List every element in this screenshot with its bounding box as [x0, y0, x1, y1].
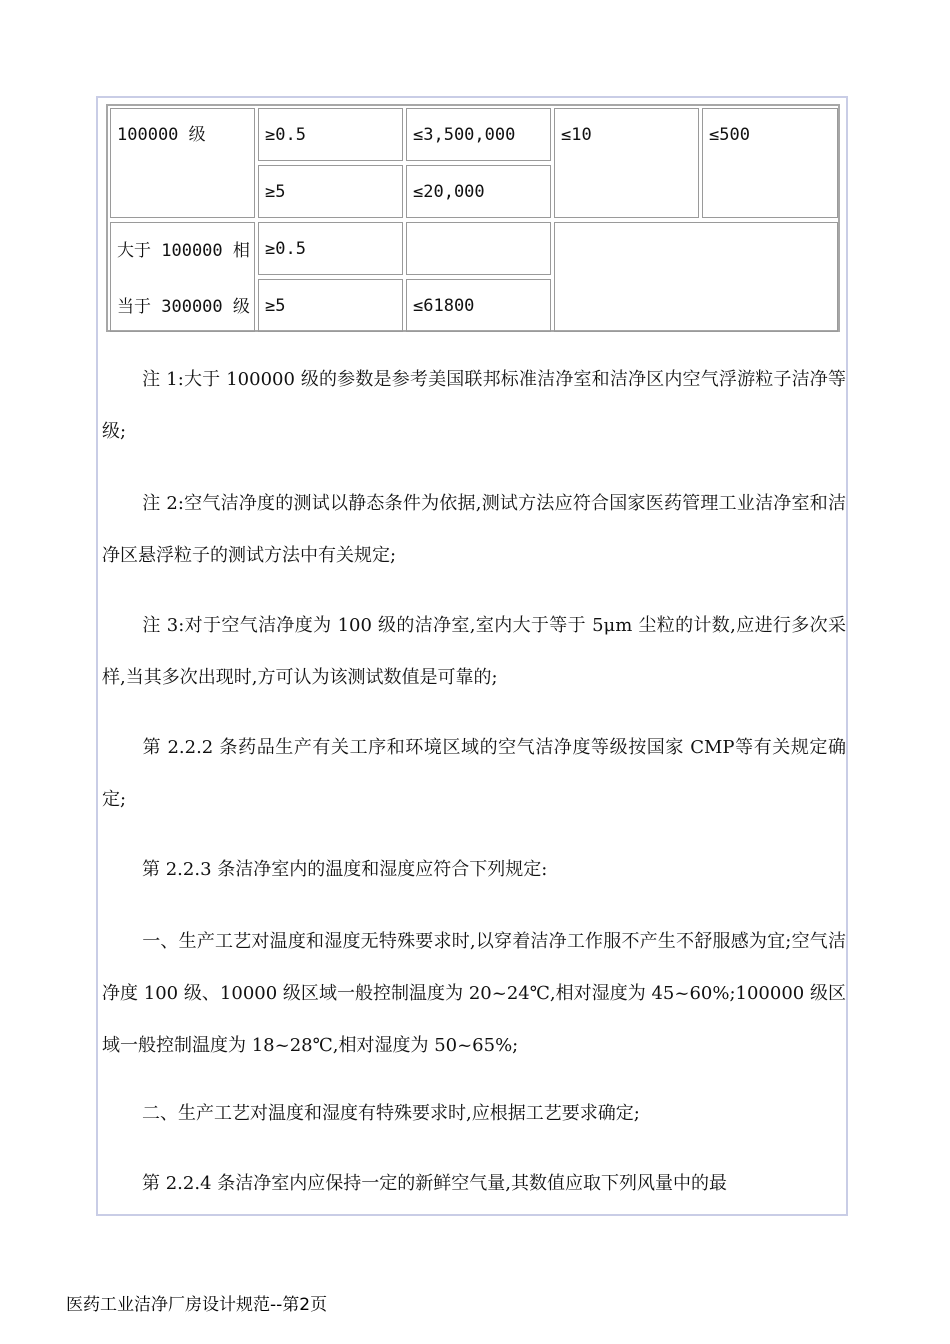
cell-microbe-1: ≤10	[554, 108, 699, 218]
cell-count-5-b: ≤61800	[406, 279, 551, 332]
clause-2: 二、生产工艺对温度和湿度有特殊要求时,应根据工艺要求确定;	[142, 1103, 640, 1124]
article-2-2-3: 第 2.2.3 条洁净室内的温度和湿度应符合下列规定:	[142, 859, 548, 880]
cell-microbe-2: ≤500	[702, 108, 838, 218]
note-2: 注 2:空气洁净度的测试以静态条件为依据,测试方法应符合国家医药管理工业洁净室和洁净区悬浮粒子的测试方法中有关规定;	[102, 493, 846, 566]
clause-1: 一、生产工艺对温度和湿度无特殊要求时,以穿着洁净工作服不产生不舒服感为宜;空气洁净度 100 级、10000 级区域一般控制温度为 20~24℃,相对湿度为 45~60%;100000 级区域一般控制温度为 18~28℃,相对湿度为 50~65%;	[102, 931, 846, 1056]
cleanliness-table	[106, 104, 840, 332]
cell-grade-100000: 100000 级	[110, 108, 255, 218]
article-2-2-2: 第 2.2.2 条药品生产有关工序和环境区域的空气洁净度等级按国家 CMP等有关规定确定;	[102, 737, 846, 810]
cell-count-5: ≤20,000	[406, 165, 551, 218]
cell-grade-300000: 大于 100000 相当于 300000 级	[110, 222, 255, 332]
cell-size-5-b: ≥5	[258, 279, 403, 332]
note-1: 注 1:大于 100000 级的参数是参考美国联邦标准洁净室和洁净区内空气浮游粒子洁净等级;	[102, 369, 846, 442]
document-frame	[96, 96, 848, 1216]
note-3: 注 3:对于空气洁净度为 100 级的洁净室,室内大于等于 5μm 尘粒的计数,应进行多次采样,当其多次出现时,方可认为该测试数值是可靠的;	[102, 615, 846, 688]
page-footer: 医药工业洁净厂房设计规范--第2页	[66, 1295, 328, 1315]
cell-size-0-5-b: ≥0.5	[258, 222, 403, 275]
cell-size-0-5: ≥0.5	[258, 108, 403, 161]
cell-size-5: ≥5	[258, 165, 403, 218]
cell-count-0-5: ≤3,500,000	[406, 108, 551, 161]
cell-empty-merged	[554, 222, 838, 332]
article-2-2-4: 第 2.2.4 条洁净室内应保持一定的新鲜空气量,其数值应取下列风量中的最	[142, 1173, 727, 1194]
cell-count-0-5-b	[406, 222, 551, 275]
